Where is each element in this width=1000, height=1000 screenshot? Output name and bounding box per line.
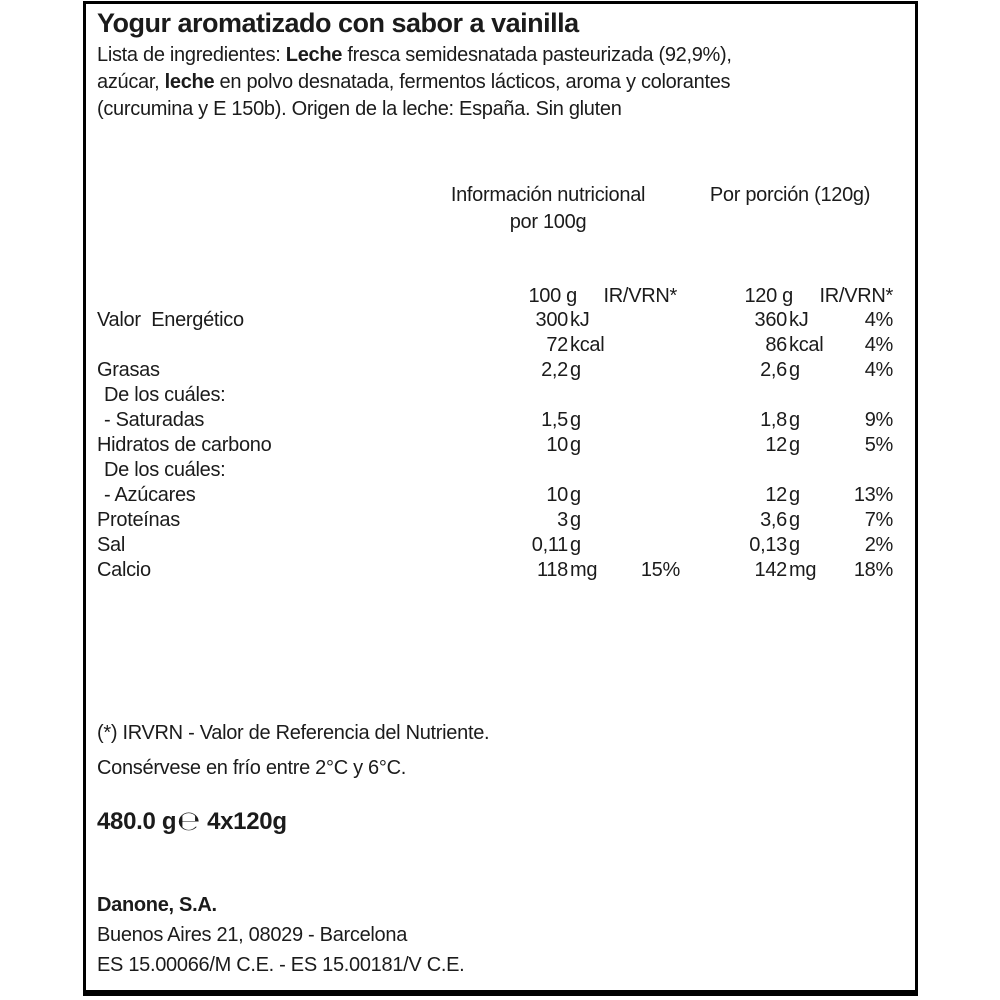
vrn-percent-120g: 4%: [864, 309, 893, 331]
value-per-100g: 72: [546, 334, 568, 356]
net-weight-portions: 4x120g: [207, 808, 287, 835]
nutrient-label: Calcio: [97, 559, 151, 581]
nutrient-label: Grasas: [97, 359, 160, 381]
value-per-100g: 1,5: [541, 409, 568, 431]
vrn-percent-100g: [616, 533, 680, 558]
product-title: Yogur aromatizado con sabor a vainilla: [97, 8, 579, 38]
vrn-percent-120g: [835, 458, 893, 483]
nutrient-label: - Saturadas: [104, 409, 205, 431]
unit-per-100g: g: [570, 434, 581, 456]
vrn-percent-100g: [616, 358, 680, 383]
storage-note: Consérvese en frío entre 2°C y 6°C.: [97, 757, 406, 779]
nutrient-label: Proteínas: [97, 509, 180, 531]
value-per-120g: 2,6: [760, 359, 787, 381]
nutrition-table: [86, 308, 915, 583]
unit-per-120g: g: [789, 509, 800, 531]
value-per-100g: 2,2: [541, 359, 568, 381]
unit-per-100g: [568, 383, 616, 408]
nutrient-label: De los cuáles:: [104, 384, 226, 406]
value-per-100g: 118: [537, 559, 568, 581]
nutrient-label: Sal: [97, 534, 126, 556]
unit-per-120g: g: [789, 484, 800, 506]
vrn-footnote: (*) IRVRN - Valor de Referencia del Nutriente.: [97, 722, 490, 744]
vrn-percent-100g: 15%: [640, 559, 680, 581]
nutrient-label: - Azúcares: [104, 484, 196, 506]
value-per-100g: 10: [546, 434, 568, 456]
nutrition-row: [97, 508, 915, 533]
nutrition-row: [97, 458, 915, 483]
value-per-100g: 10: [546, 484, 568, 506]
vrn-percent-120g: 13%: [853, 484, 893, 506]
unit-per-100g: mg: [570, 559, 598, 581]
product-label-frame: [83, 1, 918, 996]
value-per-100g: [500, 458, 568, 483]
unit-per-100g: g: [570, 484, 581, 506]
vrn-percent-100g: [616, 308, 680, 333]
nutrition-row: [97, 383, 915, 408]
unit-per-120g: g: [789, 534, 800, 556]
unit-per-120g: mg: [789, 559, 817, 581]
nutrition-row: [97, 533, 915, 558]
nutrition-col1-header-line1: Información nutricional: [450, 184, 646, 206]
vrn-percent-120g: 5%: [864, 434, 893, 456]
estimated-sign: ℮: [177, 806, 201, 837]
unit-per-100g: g: [570, 359, 581, 381]
subheader-vrn-100g: IR/VRN*: [603, 285, 677, 307]
value-per-120g: 142: [754, 559, 787, 581]
nutrition-col2-header: Por porción (120g): [709, 184, 871, 206]
unit-per-100g: g: [570, 534, 581, 556]
unit-per-120g: g: [789, 434, 800, 456]
subheader-qty-120g: 120 g: [744, 285, 793, 307]
value-per-120g: 1,8: [760, 409, 787, 431]
vrn-percent-100g: [616, 408, 680, 433]
value-per-120g: 3,6: [760, 509, 787, 531]
manufacturer-address: Buenos Aires 21, 08029 - Barcelona: [97, 924, 408, 946]
unit-per-120g: kcal: [789, 334, 824, 356]
nutrition-col1-header: [451, 182, 645, 236]
unit-per-100g: g: [570, 509, 581, 531]
vrn-percent-120g: 18%: [853, 559, 893, 581]
vrn-percent-100g: [616, 333, 680, 358]
nutrition-col1-header-line2: por 100g: [509, 211, 587, 233]
unit-per-120g: g: [789, 359, 800, 381]
subheader-vrn-120g: IR/VRN*: [819, 285, 893, 307]
unit-per-100g: kcal: [570, 334, 605, 356]
nutrient-label: Hidratos de carbono: [97, 434, 272, 456]
unit-per-100g: [568, 458, 616, 483]
ingredients-line: azúcar, leche en polvo desnatada, fermentos lácticos, aroma y colorantes: [97, 71, 731, 93]
vrn-percent-120g: 7%: [864, 509, 893, 531]
vrn-percent-100g: [616, 458, 680, 483]
vrn-percent-100g: [616, 508, 680, 533]
value-per-120g: 12: [765, 484, 787, 506]
value-per-100g: 3: [557, 509, 568, 531]
vrn-percent-120g: 4%: [864, 359, 893, 381]
vrn-percent-120g: 9%: [864, 409, 893, 431]
value-per-100g: 300: [535, 309, 568, 331]
unit-per-100g: kJ: [570, 309, 590, 331]
nutrient-label: De los cuáles:: [104, 459, 226, 481]
subheader-qty-100g: 100 g: [528, 285, 577, 307]
manufacturer-block: [97, 890, 464, 980]
value-per-120g: [680, 383, 787, 408]
vrn-percent-120g: 2%: [864, 534, 893, 556]
manufacturer-name: Danone, S.A.: [97, 894, 217, 916]
value-per-100g: 0,11: [531, 534, 568, 556]
manufacturer-registry: ES 15.00066/M C.E. - ES 15.00181/V C.E.: [97, 954, 465, 976]
vrn-percent-120g: 4%: [864, 334, 893, 356]
unit-per-120g: kJ: [789, 309, 809, 331]
ingredients-text: [97, 42, 907, 123]
nutrient-label: [97, 333, 500, 358]
value-per-100g: [500, 383, 568, 408]
nutrition-row: [97, 408, 915, 433]
unit-per-100g: g: [570, 409, 581, 431]
unit-per-120g: g: [789, 409, 800, 431]
nutrition-row: [97, 433, 915, 458]
nutrition-row: [97, 308, 915, 333]
value-per-120g: [680, 458, 787, 483]
vrn-percent-100g: [616, 433, 680, 458]
nutrition-row: [97, 333, 915, 358]
unit-per-120g: [787, 458, 835, 483]
unit-per-120g: [787, 383, 835, 408]
nutrient-label: Valor Energético: [97, 309, 244, 331]
ingredients-line: Lista de ingredientes: Leche fresca semidesnatada pasteurizada (92,9%),: [97, 44, 732, 66]
vrn-percent-100g: [616, 383, 680, 408]
value-per-120g: 86: [765, 334, 787, 356]
vrn-percent-120g: [835, 383, 893, 408]
net-weight: [97, 805, 287, 836]
nutrition-row: [97, 483, 915, 508]
nutrition-row: [97, 358, 915, 383]
ingredients-line: (curcumina y E 150b). Origen de la leche: España. Sin gluten: [97, 98, 622, 120]
net-weight-total: 480.0 g: [97, 808, 177, 835]
value-per-120g: 12: [765, 434, 787, 456]
nutrition-row: [97, 558, 915, 583]
value-per-120g: 360: [754, 309, 787, 331]
value-per-120g: 0,13: [749, 534, 787, 556]
vrn-percent-100g: [616, 483, 680, 508]
